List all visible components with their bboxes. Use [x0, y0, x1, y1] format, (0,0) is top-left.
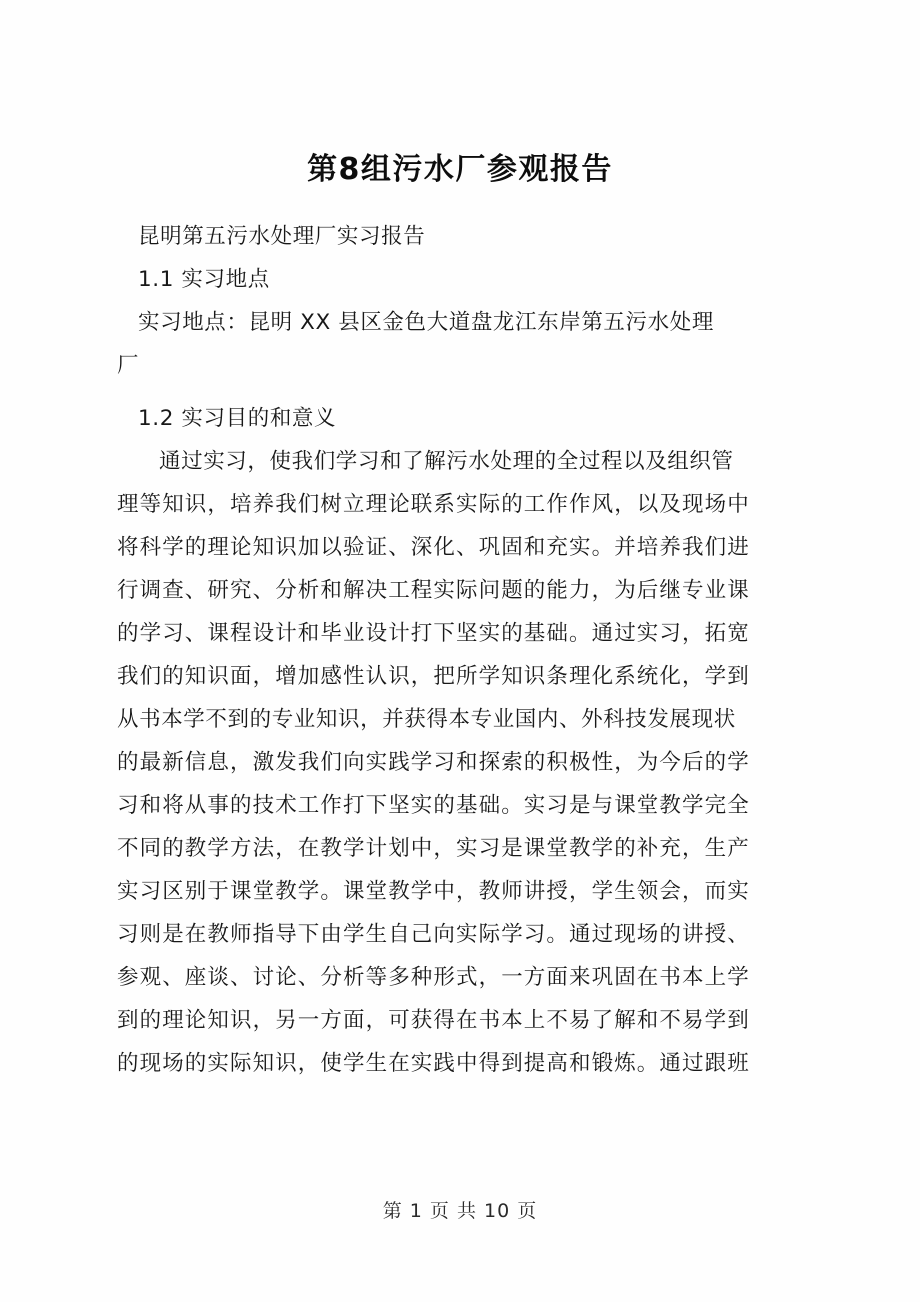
section-1-2-line-12: 习则是在教师指导下由学生自己向实际学习。通过现场的讲授、 [117, 922, 750, 947]
section-1-2-line-1: 通过实习，使我们学习和了解污水处理的全过程以及组织管 [159, 449, 734, 474]
section-heading-1-1: 1.1 实习地点 [138, 267, 270, 292]
document-subtitle: 昆明第五污水处理厂实习报告 [138, 224, 426, 249]
page-footer: 第 1 页 共 10 页 [382, 1200, 538, 1222]
section-1-2-line-4: 行调查、研究、分析和解决工程实际问题的能力，为后继专业课 [117, 578, 750, 603]
section-1-2-line-2: 理等知识，培养我们树立理论联系实际的工作作风，以及现场中 [117, 492, 750, 517]
section-1-2-line-15: 的现场的实际知识，使学生在实践中得到提高和锻炼。通过跟班 [117, 1051, 750, 1076]
section-heading-1-2: 1.2 实习目的和意义 [138, 406, 337, 431]
section-1-2-line-14: 到的理论知识，另一方面，可获得在书本上不易了解和不易学到 [117, 1008, 750, 1033]
section-1-2-line-11: 实习区别于课堂教学。课堂教学中，教师讲授，学生领会，而实 [117, 879, 750, 904]
section-1-2-line-8: 的最新信息，激发我们向实践学习和探索的积极性，为今后的学 [117, 750, 750, 775]
section-1-2-line-9: 习和将从事的技术工作打下坚实的基础。实习是与课堂教学完全 [117, 793, 750, 818]
page-title: 第8组污水厂参观报告 [307, 152, 613, 187]
section-1-1-line-1: 实习地点：昆明 XX 县区金色大道盘龙江东岸第五污水处理 [138, 310, 714, 335]
paragraph-spacer [117, 387, 807, 397]
section-1-2-line-7: 从书本学不到的专业知识，并获得本专业国内、外科技发展现状 [117, 707, 736, 732]
document-body [117, 215, 807, 1085]
section-1-2-line-13: 参观、座谈、讨论、分析等多种形式，一方面来巩固在书本上学 [117, 965, 750, 990]
section-1-2-line-6: 我们的知识面，增加感性认识，把所学知识条理化系统化，学到 [117, 664, 750, 689]
section-1-1-line-2: 厂 [117, 353, 140, 378]
section-1-2-line-5: 的学习、课程设计和毕业设计打下坚实的基础。通过实习，拓宽 [117, 621, 750, 646]
section-1-2-line-3: 将科学的理论知识加以验证、深化、巩固和充实。并培养我们进 [117, 535, 750, 560]
section-1-2-line-10: 不同的教学方法，在教学计划中，实习是课堂教学的补充，生产 [117, 836, 750, 861]
